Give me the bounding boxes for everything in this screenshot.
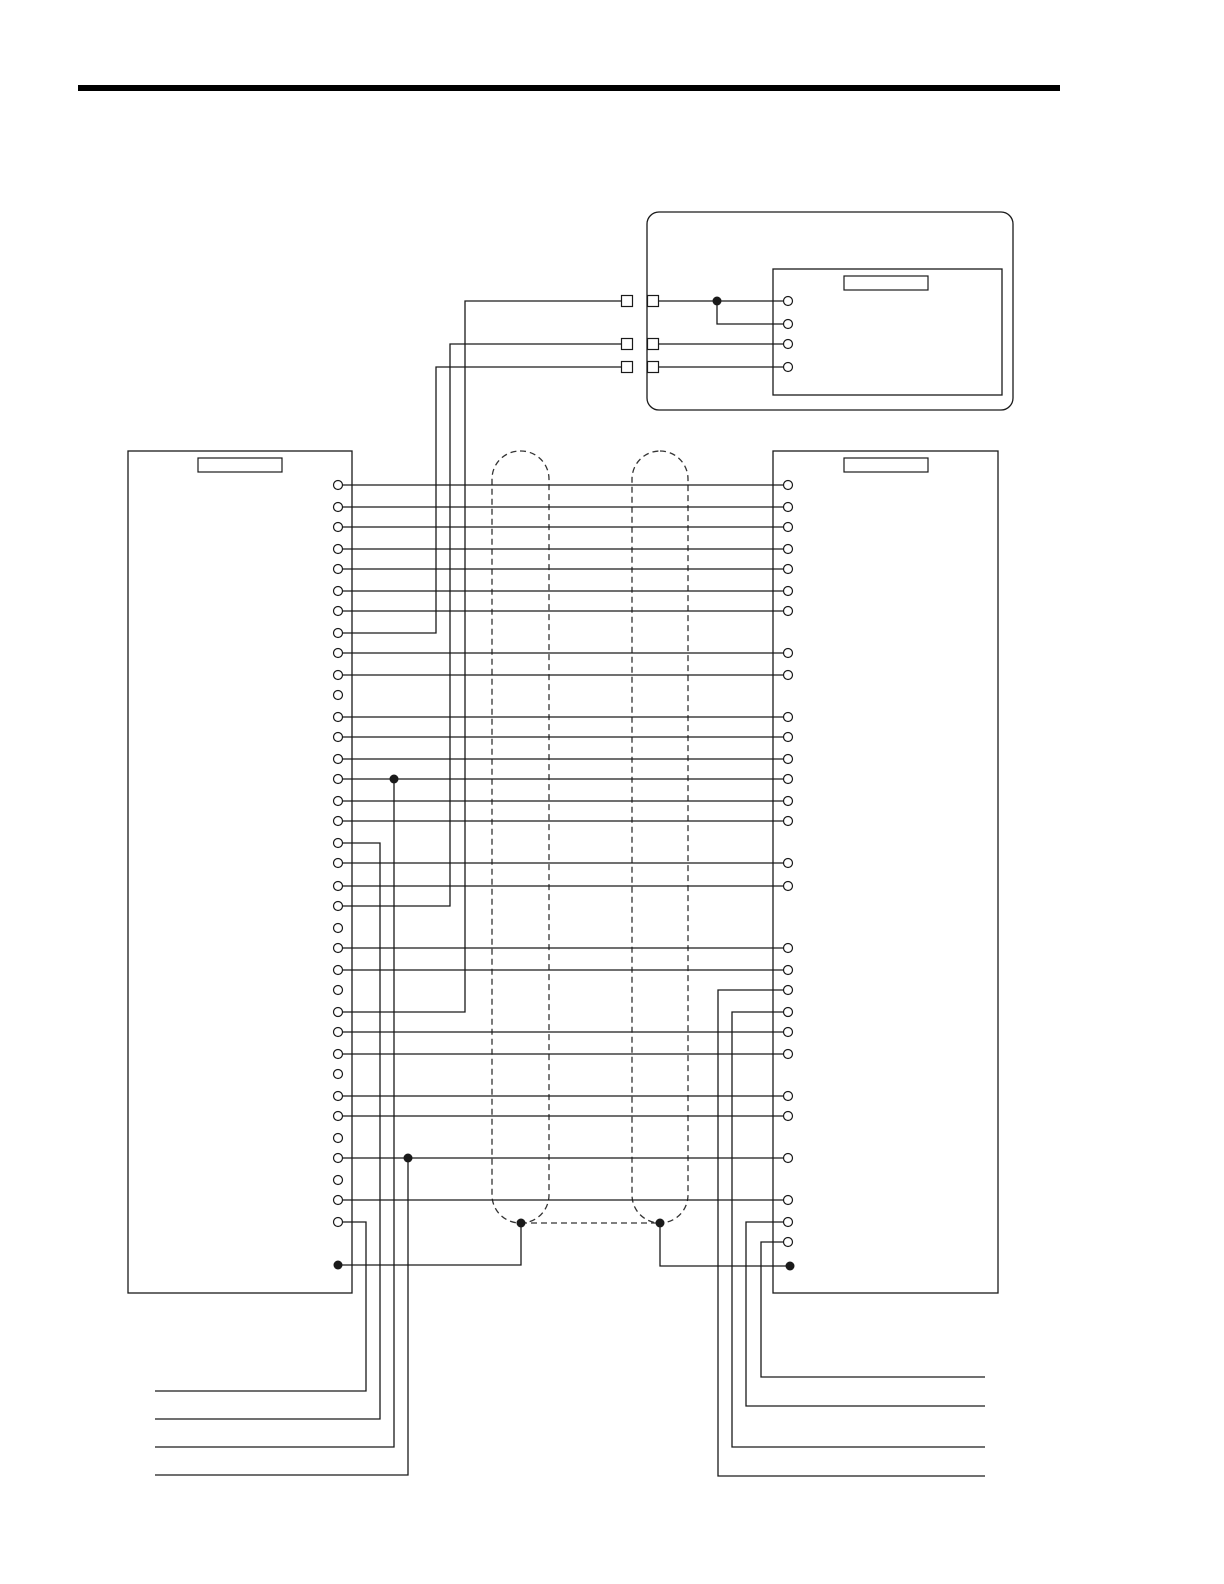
left-terminal-2	[334, 503, 343, 512]
right-terminal-10	[784, 713, 793, 722]
left-terminal-17	[334, 817, 343, 826]
wires	[155, 301, 985, 1476]
left-junction-2	[404, 1154, 413, 1163]
left-terminal-1	[334, 481, 343, 490]
right-ground-terminal	[786, 1262, 795, 1271]
right-terminal-22	[784, 1028, 793, 1037]
left-terminal-7	[334, 607, 343, 616]
right-unit	[773, 451, 998, 1293]
right-terminal-6	[784, 587, 793, 596]
route-wire-3	[343, 367, 622, 633]
right-terminal-12	[784, 755, 793, 764]
connector-plug-1	[622, 296, 633, 307]
left-terminal-28	[334, 1050, 343, 1059]
shield-outline-1	[492, 451, 549, 1223]
shield-junction-2	[656, 1219, 665, 1228]
right-terminal-29	[784, 1238, 793, 1247]
left-terminal-5	[334, 565, 343, 574]
right-terminal-25	[784, 1112, 793, 1121]
shield-drain-wire-2	[660, 1223, 790, 1266]
right-lead-3	[732, 1012, 985, 1447]
right-terminal-9	[784, 671, 793, 680]
right-terminal-2	[784, 503, 793, 512]
left-terminal-27	[334, 1028, 343, 1037]
left-terminal-36	[334, 1218, 343, 1227]
top-terminal-3	[784, 340, 793, 349]
left-lead-3	[155, 779, 394, 1447]
terminals	[334, 296, 793, 1247]
left-terminal-9	[334, 649, 343, 658]
right-terminal-26	[784, 1154, 793, 1163]
left-terminal-29	[334, 1070, 343, 1079]
top-terminal-2	[784, 320, 793, 329]
left-lead-4	[155, 1158, 408, 1475]
left-terminal-22	[334, 924, 343, 933]
right-terminal-24	[784, 1092, 793, 1101]
left-terminal-8	[334, 629, 343, 638]
top-module-junction	[713, 297, 722, 306]
right-terminal-18	[784, 944, 793, 953]
right-terminal-21	[784, 1008, 793, 1017]
top-module-label-box	[844, 276, 928, 290]
right-terminal-3	[784, 523, 793, 532]
connector-socket-2	[648, 339, 659, 350]
right-lead-1	[761, 1242, 985, 1377]
right-terminal-28	[784, 1218, 793, 1227]
connector-plug-3	[622, 362, 633, 373]
right-terminal-11	[784, 733, 793, 742]
left-terminal-25	[334, 986, 343, 995]
right-lead-2	[746, 1222, 985, 1406]
left-terminal-23	[334, 944, 343, 953]
left-terminal-6	[334, 587, 343, 596]
left-terminal-34	[334, 1176, 343, 1185]
right-terminal-15	[784, 817, 793, 826]
connector-socket-1	[648, 296, 659, 307]
right-terminal-19	[784, 966, 793, 975]
left-terminal-16	[334, 797, 343, 806]
top-terminal-4	[784, 363, 793, 372]
right-lead-4	[718, 990, 985, 1476]
left-terminal-24	[334, 966, 343, 975]
left-terminal-32	[334, 1134, 343, 1143]
right-terminal-7	[784, 607, 793, 616]
left-lead-2	[155, 843, 380, 1419]
left-unit	[128, 451, 352, 1293]
right-terminal-5	[784, 565, 793, 574]
shield-junction-1	[517, 1219, 526, 1228]
right-terminal-27	[784, 1196, 793, 1205]
left-terminal-19	[334, 859, 343, 868]
left-unit-frame	[128, 451, 352, 1293]
left-terminal-11	[334, 691, 343, 700]
right-terminal-16	[784, 859, 793, 868]
right-terminal-17	[784, 882, 793, 891]
right-terminal-1	[784, 481, 793, 490]
left-terminal-20	[334, 882, 343, 891]
top-terminal-1	[784, 297, 793, 306]
left-ground-terminal	[334, 1261, 343, 1270]
right-unit-label-box	[844, 458, 928, 472]
right-terminal-20	[784, 986, 793, 995]
left-terminal-33	[334, 1154, 343, 1163]
right-terminal-13	[784, 775, 793, 784]
left-terminal-18	[334, 839, 343, 848]
shielded-cables	[492, 451, 688, 1223]
right-terminal-8	[784, 649, 793, 658]
connector-plug-2	[622, 339, 633, 350]
connector-socket-3	[648, 362, 659, 373]
left-terminal-10	[334, 671, 343, 680]
left-terminal-3	[334, 523, 343, 532]
right-terminal-14	[784, 797, 793, 806]
left-terminal-21	[334, 902, 343, 911]
left-lead-1	[155, 1222, 366, 1391]
route-wire-2	[343, 344, 622, 906]
top-module-enclosure	[647, 212, 1013, 410]
left-terminal-13	[334, 733, 343, 742]
left-terminal-35	[334, 1196, 343, 1205]
left-terminal-12	[334, 713, 343, 722]
left-unit-label-box	[198, 458, 282, 472]
right-terminal-23	[784, 1050, 793, 1059]
right-terminal-4	[784, 545, 793, 554]
left-terminal-14	[334, 755, 343, 764]
left-terminal-30	[334, 1092, 343, 1101]
left-terminal-26	[334, 1008, 343, 1017]
header-rule	[78, 85, 1060, 91]
left-terminal-15	[334, 775, 343, 784]
shield-outline-2	[632, 451, 688, 1223]
left-terminal-31	[334, 1112, 343, 1121]
left-junction-1	[390, 775, 399, 784]
right-unit-frame	[773, 451, 998, 1293]
left-terminal-4	[334, 545, 343, 554]
junctions	[334, 297, 795, 1271]
top-module	[647, 212, 1013, 410]
